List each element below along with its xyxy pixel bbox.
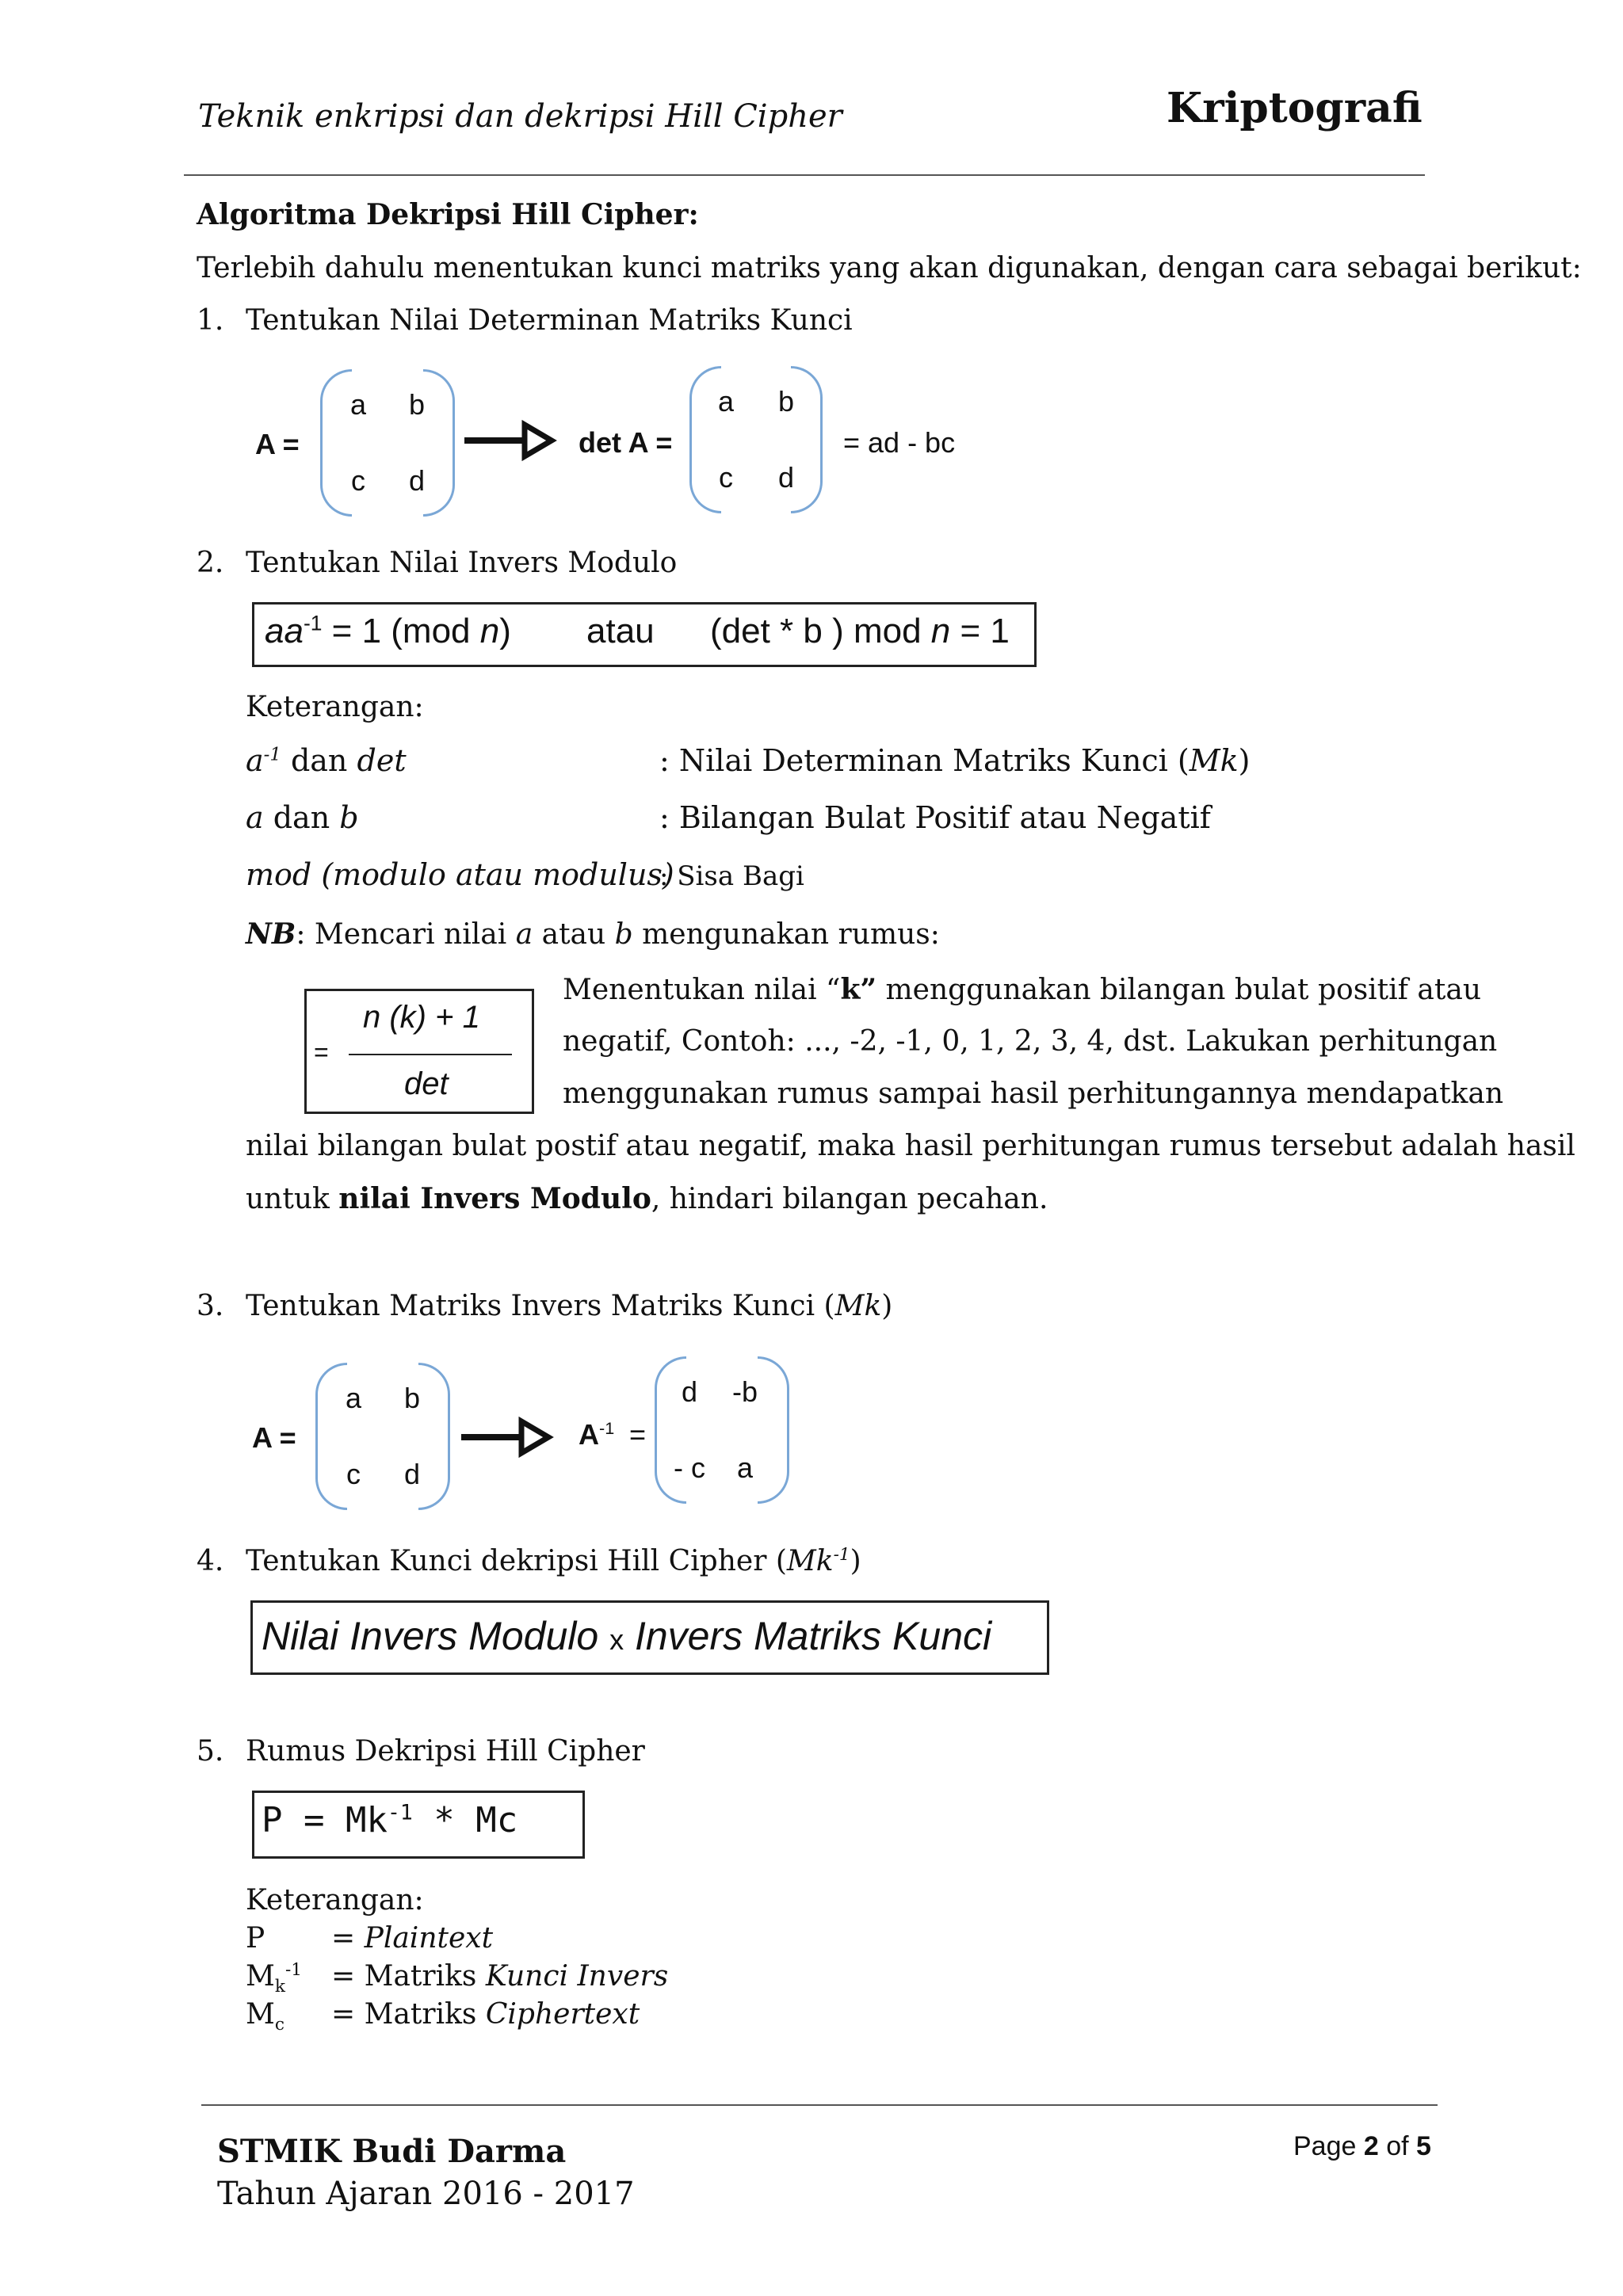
fraction-equals: =: [314, 1038, 329, 1066]
step-number: 4.: [197, 1545, 224, 1577]
keterangan-term: a dan b: [246, 800, 359, 835]
matrix-cell: c: [719, 461, 733, 494]
fraction-denominator: det: [404, 1066, 449, 1101]
det-result: = ad - bc: [843, 426, 956, 459]
nb-paragraph-line: negatif, Contoh: ..., -2, -1, 0, 1, 2, 3, 4, dst. Lakukan perhitungan: [563, 1025, 1498, 1058]
nb-line: NB: Mencari nilai a atau b mengunakan rumus:: [246, 917, 940, 951]
matrix-right-bracket: [423, 369, 455, 517]
step-number: 5.: [197, 1735, 224, 1768]
matrix-cell: a: [345, 1382, 362, 1414]
keterangan-desc: : Bilangan Bulat Positif atau Negatif: [659, 800, 1211, 835]
nb-paragraph-line: nilai bilangan bulat postif atau negatif, maka hasil perhitungan rumus tersebut adalah hasil: [246, 1130, 1575, 1162]
fraction-bar: [349, 1054, 512, 1055]
arrow-right-icon: [460, 1417, 555, 1458]
matrix-cell: - c: [674, 1451, 705, 1484]
keterangan-term: $a^{-1}$ dan det: [246, 743, 407, 778]
step-text: Tentukan Matriks Invers Matriks Kunci (Mk): [246, 1290, 893, 1322]
matrix-cell: a: [349, 388, 367, 421]
header-divider: [184, 174, 1425, 176]
matrix-label: A =: [252, 1421, 296, 1454]
keterangan-desc: : Nilai Determinan Matriks Kunci (Mk): [659, 743, 1251, 778]
legend-symbol: P: [246, 1922, 265, 1955]
legend-symbol: $M_k^{-1}$: [246, 1960, 303, 1997]
matrix-cell: d: [408, 464, 426, 497]
page-number: Page 2 of 5: [1293, 2131, 1431, 2161]
legend-desc: = Plaintext: [331, 1922, 494, 1955]
keterangan-title: Keterangan:: [246, 1884, 424, 1917]
nb-paragraph-line: menggunakan rumus sampai hasil perhitungannya mendapatkan: [563, 1077, 1504, 1110]
legend-desc: = Matriks Kunci Invers: [331, 1960, 669, 1993]
matrix-cell: b: [403, 1382, 421, 1414]
nb-paragraph-line: untuk nilai Invers Modulo, hindari bilangan pecahan.: [246, 1182, 1048, 1215]
inverse-matrix-label: $A^{-1}$: [579, 1418, 615, 1451]
det-label: det A =: [579, 426, 673, 459]
matrix-right-bracket: [791, 366, 823, 513]
section-heading: Algoritma Dekripsi Hill Cipher:: [197, 198, 699, 231]
step-text: Tentukan Nilai Determinan Matriks Kunci: [246, 304, 853, 337]
decryption-key-formula: Nilai Invers Modulo x Invers Matriks Kunci: [262, 1614, 992, 1658]
arrow-right-icon: [463, 420, 558, 461]
inverse-modulo-formula: $aa^{-1} = 1$ (mod n): [265, 611, 511, 650]
step-number: 1.: [197, 304, 224, 337]
matrix-cell: -b: [731, 1375, 758, 1408]
step-number: 2.: [197, 547, 224, 579]
section-intro: Terlebih dahulu menentukan kunci matriks yang akan digunakan, dengan cara sebagai berikut:: [197, 252, 1582, 284]
matrix-cell: a: [736, 1451, 754, 1484]
matrix-cell: c: [346, 1458, 361, 1490]
fraction-numerator: n (k) + 1: [363, 1000, 480, 1035]
decryption-formula: $P = Mk^{-1} * Mc$: [262, 1800, 518, 1840]
keterangan-title: Keterangan:: [246, 691, 424, 723]
matrix-cell: c: [351, 464, 365, 497]
matrix-cell: a: [717, 385, 735, 418]
matrix-cell: b: [408, 388, 426, 421]
step-number: 3.: [197, 1290, 224, 1322]
legend-desc: = Matriks Ciphertext: [331, 1998, 640, 2031]
matrix-cell: b: [777, 385, 795, 418]
matrix-cell: d: [403, 1458, 421, 1490]
matrix-right-bracket: [418, 1363, 450, 1510]
footer-org: STMIK Budi Darma: [217, 2133, 567, 2170]
inverse-equals: =: [629, 1418, 647, 1451]
header-brand: Kriptografi: [1167, 84, 1423, 132]
formula-atau: atau: [586, 612, 655, 650]
matrix-cell: d: [681, 1375, 698, 1408]
matrix-cell: d: [777, 461, 795, 494]
footer-divider: [201, 2104, 1438, 2106]
keterangan-desc: : Sisa Bagi: [659, 860, 804, 892]
step-text: Tentukan Nilai Invers Modulo: [246, 547, 678, 579]
step-text: Rumus Dekripsi Hill Cipher: [246, 1735, 645, 1768]
nb-paragraph-line: Menentukan nilai “k” menggunakan bilangan bulat positif atau: [563, 973, 1482, 1006]
matrix-label: A =: [255, 428, 300, 460]
det-modulo-formula: (det * b ) mod n = 1: [710, 612, 1010, 650]
keterangan-term: mod (modulo atau modulus): [246, 857, 674, 892]
header-title: Teknik enkripsi dan dekripsi Hill Cipher: [198, 98, 842, 135]
footer-year: Tahun Ajaran 2016 - 2017: [217, 2176, 635, 2212]
matrix-right-bracket: [758, 1356, 789, 1504]
legend-symbol: $M_c$: [246, 1998, 285, 2035]
step-text: Tentukan Kunci dekripsi Hill Cipher $(Mk^{-1})$: [246, 1545, 861, 1577]
